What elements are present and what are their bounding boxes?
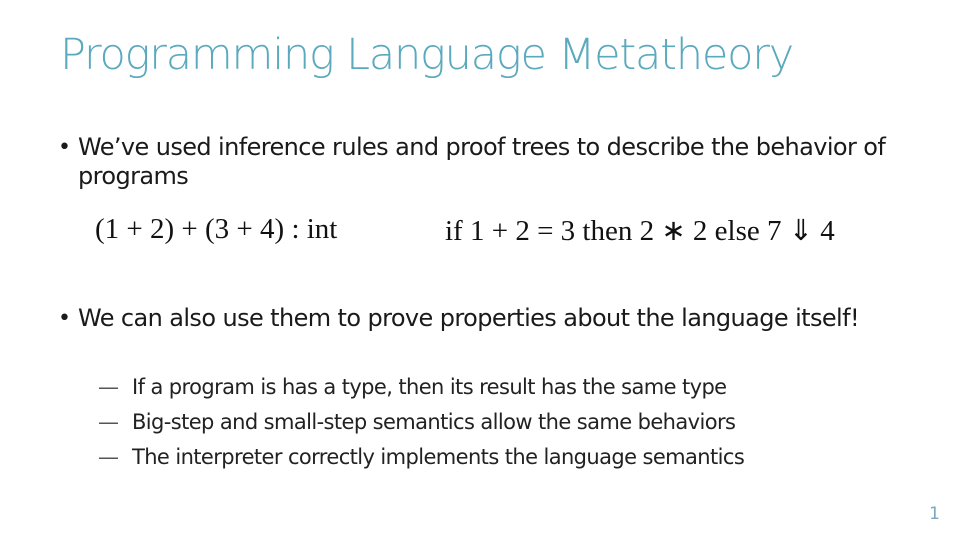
bullet-marker: • (58, 306, 71, 331)
bullet-text: We can also use them to prove properties about the language itself! (78, 304, 859, 332)
sub-bullet-list (98, 372, 744, 477)
dash-marker: — (98, 375, 119, 399)
page-number: 1 (929, 504, 940, 524)
bullet-marker: • (58, 135, 71, 160)
sub-bullet-text: Big-step and small-step semantics allow the same behaviors (132, 410, 736, 434)
bullet-text: We’ve used inference rules and proof trees to describe the behavior of programs (78, 133, 886, 190)
bullet-inference-rules (58, 133, 898, 191)
dash-marker: — (98, 445, 119, 469)
sub-bullet-type-preservation (98, 372, 744, 407)
sub-bullet-text: The interpreter correctly implements the language semantics (132, 445, 745, 469)
sub-bullet-semantics-equivalence (98, 407, 744, 442)
sub-bullet-interpreter-correctness (98, 442, 744, 477)
dash-marker: — (98, 410, 119, 434)
math-typing-example: (1 + 2) + (3 + 4) : int (95, 213, 338, 245)
sub-bullet-text: If a program is has a type, then its result has the same type (132, 375, 727, 399)
slide-title: Programming Language Metatheory (60, 30, 793, 80)
math-evaluation-example: if 1 + 2 = 3 then 2 ∗ 2 else 7 ⇓ 4 (445, 215, 835, 247)
bullet-prove-properties (58, 304, 898, 333)
